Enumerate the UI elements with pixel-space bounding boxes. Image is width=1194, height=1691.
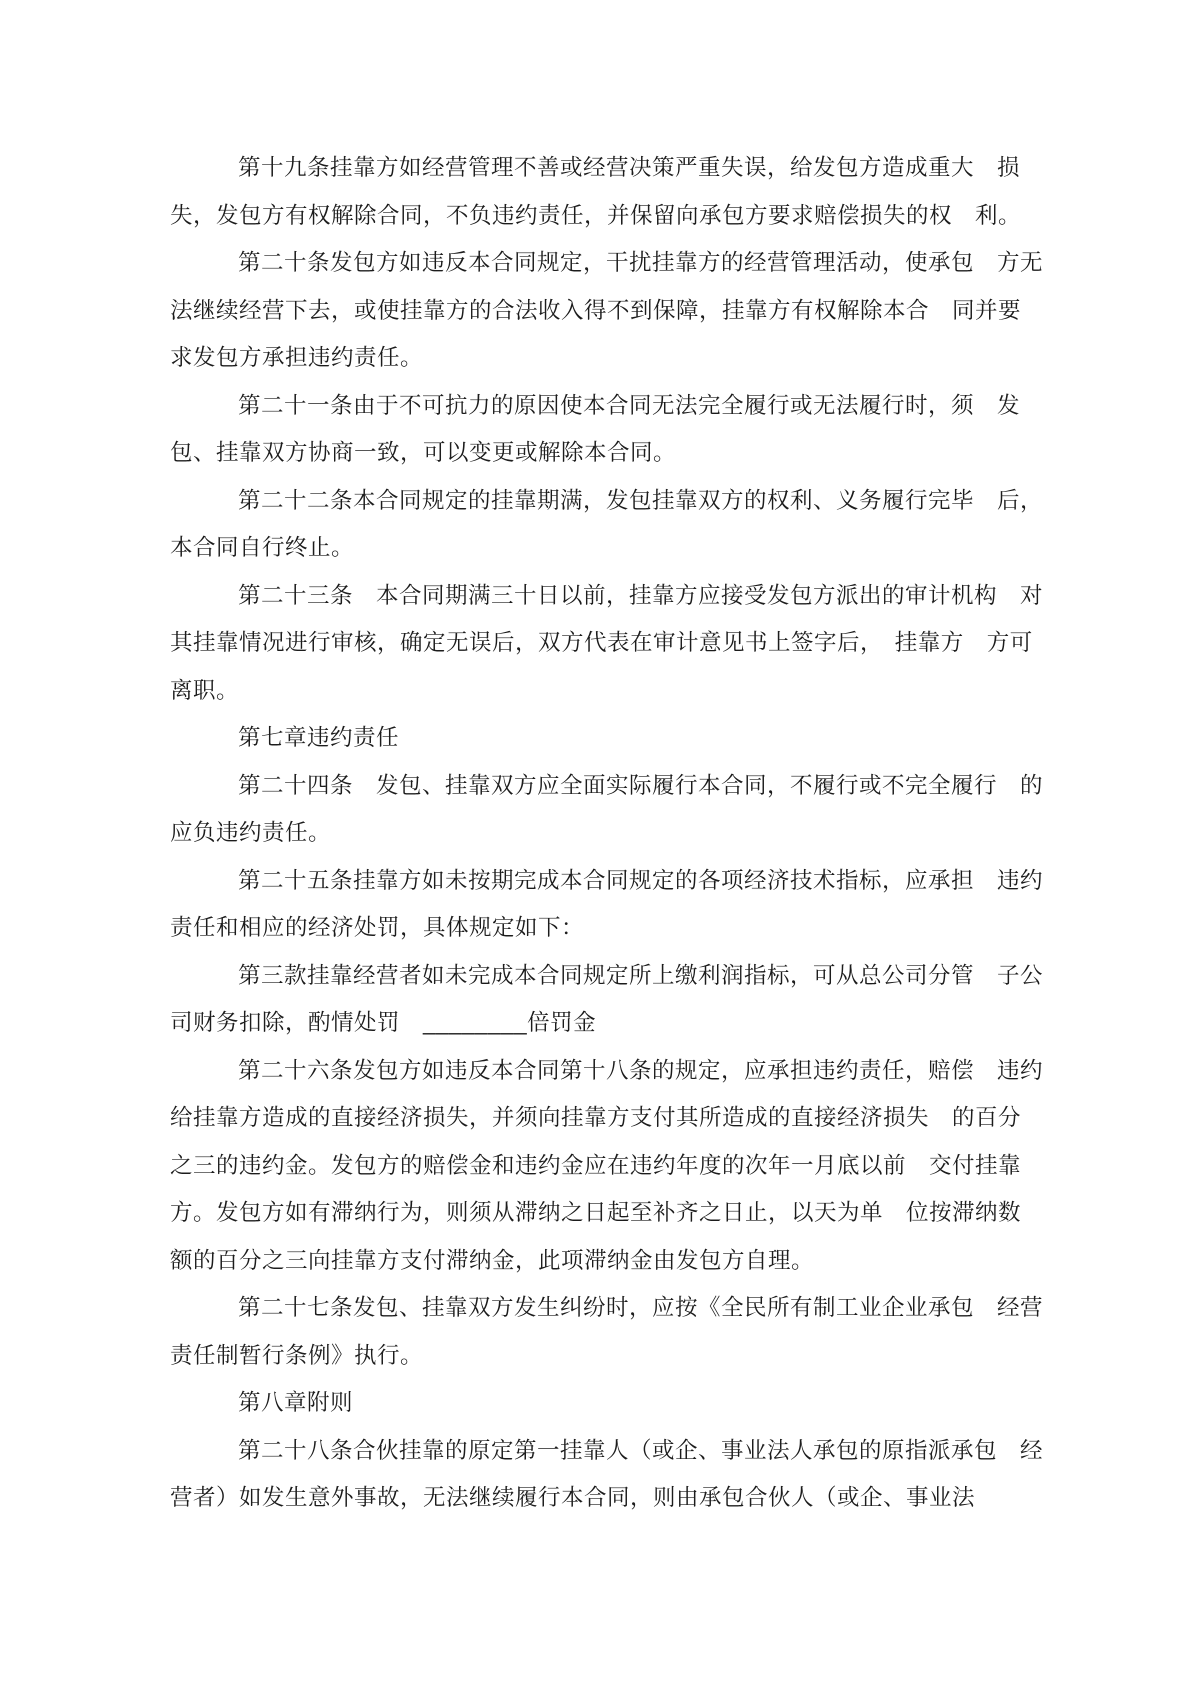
- text-line: 责任和相应的经济处罚，具体规定如下：: [170, 915, 585, 940]
- text-line: 责任制暂行条例》执行。: [170, 1342, 424, 1368]
- text-line-clause-28: 第二十八条合伙挂靠的原定第一挂靠人（或企、事业法人承包的原指派承包 经: [238, 1437, 1044, 1463]
- text-line: 营者）如发生意外事故，无法继续履行本合同，则由承包合伙人（或企、事业法: [170, 1485, 976, 1510]
- text-line-clause-27: 第二十七条发包、挂靠双方发生纠纷时，应按《全民所有制工业企业承包 经营: [238, 1295, 1044, 1320]
- text-line-fill-in-blank: 司财务扣除，酌情处罚 ________倍罚金: [170, 1010, 597, 1035]
- text-line: 应负违约责任。: [170, 820, 332, 845]
- contract-text-block: [170, 144, 1060, 1522]
- text-line-clause-25: 第二十五条挂靠方如未按期完成本合同规定的各项经济技术指标，应承担 违约: [238, 867, 1044, 893]
- chapter-8-heading: 第八章附则: [238, 1390, 354, 1415]
- text-line: 给挂靠方造成的直接经济损失，并须向挂靠方支付其所造成的直接经济损失 的百分: [170, 1105, 1022, 1130]
- text-line-clause-19: 第十九条挂靠方如经营管理不善或经营决策严重失误，给发包方造成重大 损: [238, 155, 1021, 180]
- text-line: 其挂靠情况进行审核，确定无误后，双方代表在审计意见书上签字后， 挂靠方 方可: [170, 630, 1033, 655]
- text-line: 离职。: [170, 677, 240, 703]
- text-line: 之三的违约金。发包方的赔偿金和违约金应在违约年度的次年一月底以前 交付挂靠: [170, 1152, 1022, 1178]
- text-line-item-3: 第三款挂靠经营者如未完成本合同规定所上缴利润指标，可从总公司分管 子公: [238, 962, 1044, 988]
- text-line-clause-26: 第二十六条发包方如违反本合同第十八条的规定，应承担违约责任，赔偿 违约: [238, 1057, 1044, 1083]
- text-line: 求发包方承担违约责任。: [170, 345, 424, 370]
- text-line-clause-20: 第二十条发包方如违反本合同规定，干扰挂靠方的经营管理活动，使承包 方无: [238, 250, 1044, 275]
- text-line: 方。发包方如有滞纳行为，则须从滞纳之日起至补齐之日止，以天为单 位按滞纳数: [170, 1200, 1022, 1225]
- text-line-clause-23: 第二十三条 本合同期满三十日以前，挂靠方应接受发包方派出的审计机构 对: [238, 582, 1044, 608]
- text-line: 本合同自行终止。: [170, 535, 355, 560]
- text-line: 额的百分之三向挂靠方支付滞纳金，此项滞纳金由发包方自理。: [170, 1247, 815, 1273]
- text-line-clause-21: 第二十一条由于不可抗力的原因使本合同无法完全履行或无法履行时，须 发: [238, 392, 1021, 418]
- text-line: 包、挂靠双方协商一致，可以变更或解除本合同。: [170, 440, 677, 465]
- text-line-clause-22: 第二十二条本合同规定的挂靠期满，发包挂靠双方的权利、义务履行完毕 后，: [238, 487, 1044, 513]
- text-line: 失，发包方有权解除合同，不负违约责任，并保留向承包方要求赔偿损失的权 利。: [170, 202, 1022, 228]
- chapter-7-heading: 第七章违约责任: [238, 725, 400, 750]
- text-line-clause-24: 第二十四条 发包、挂靠双方应全面实际履行本合同，不履行或不完全履行 的: [238, 772, 1044, 798]
- text-line: 法继续经营下去，或使挂靠方的合法收入得不到保障，挂靠方有权解除本合 同并要: [170, 297, 1022, 323]
